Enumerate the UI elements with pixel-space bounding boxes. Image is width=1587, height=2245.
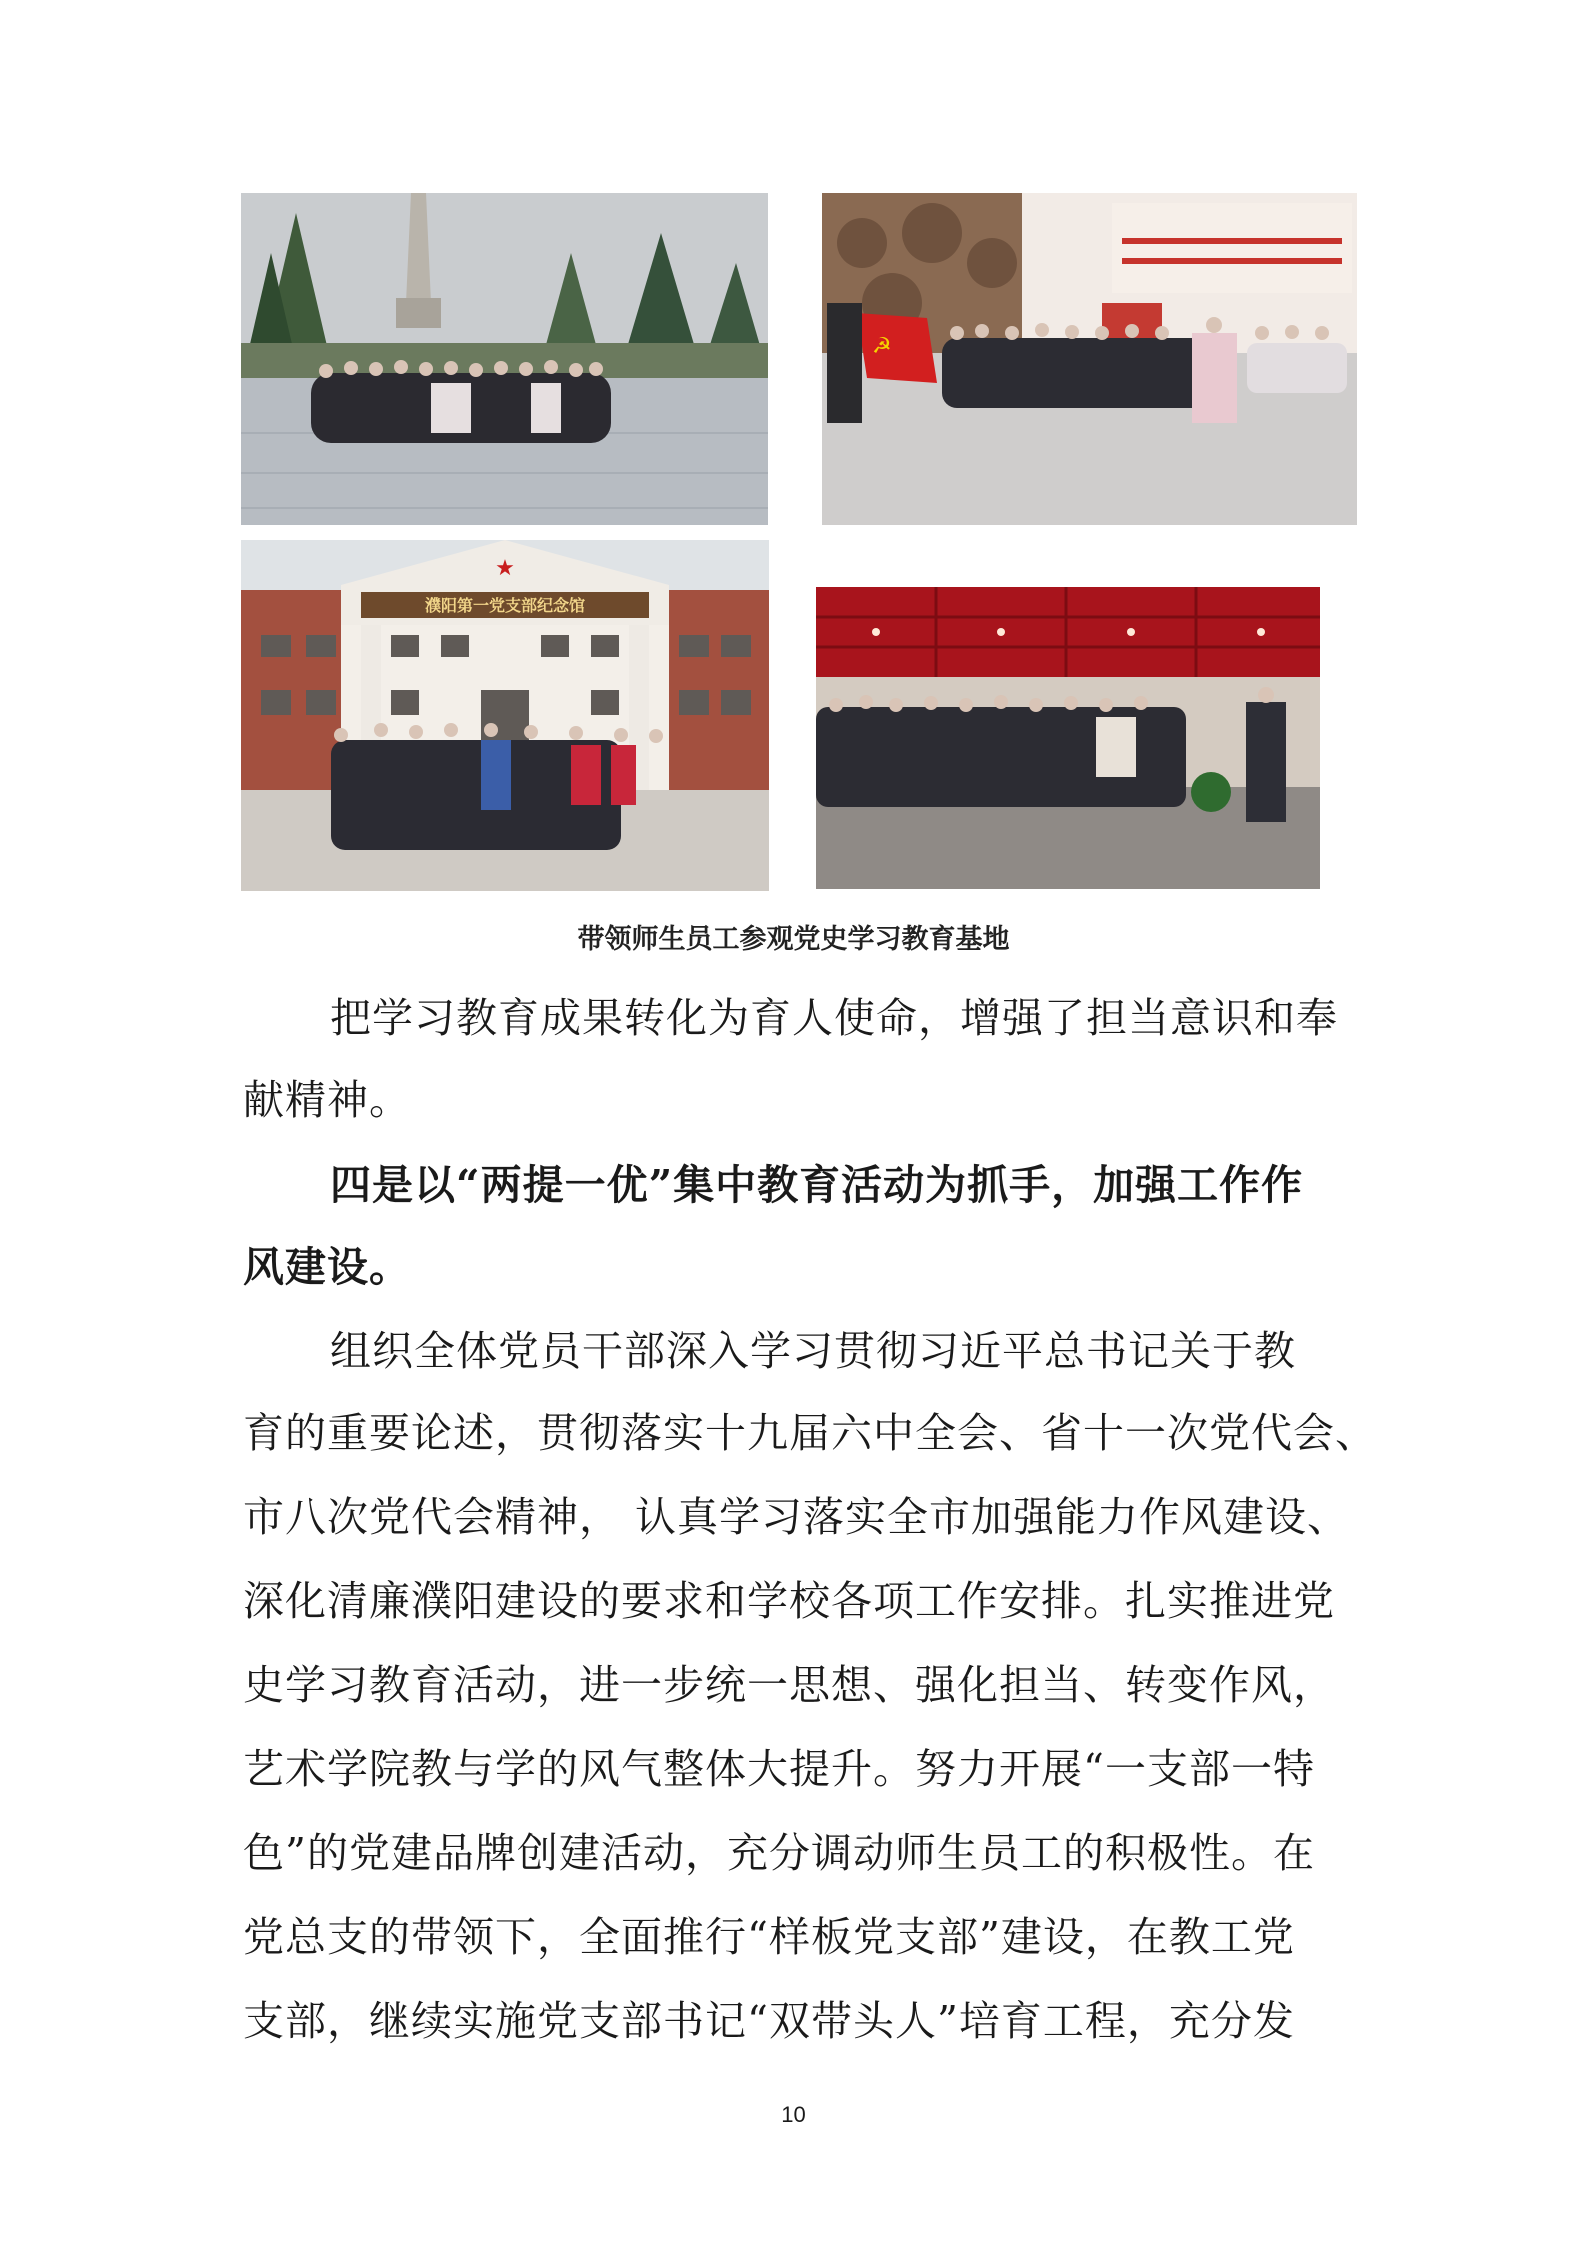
paragraph-line: 献精神。 — [243, 1076, 411, 1124]
paragraph-line: 育的重要论述，贯彻落实十九届六中全会、省十一次党代会、 — [243, 1409, 1377, 1457]
photo-memorial-building — [241, 540, 769, 891]
paragraph-line: 党总支的带领下，全面推行“样板党支部”建设，在教工党 — [243, 1913, 1295, 1961]
building-sign: 濮阳第一党支部纪念馆 — [424, 598, 586, 615]
paragraph-line: 支部，继续实施党支部书记“双带头人”培育工程，充分发 — [243, 1997, 1295, 2045]
photo-group-monument — [241, 193, 768, 525]
paragraph-line: 市八次党代会精神， 认真学习落实全市加强能力作风建设、 — [243, 1493, 1350, 1541]
photo-oath-ceremony-relief — [822, 193, 1357, 525]
paragraph-line: 色”的党建品牌创建活动，充分调动师生员工的积极性。在 — [243, 1829, 1315, 1877]
svg-text:★: ★ — [495, 556, 515, 581]
paragraph-line: 深化清廉濮阳建设的要求和学校各项工作安排。扎实推进党 — [243, 1577, 1335, 1625]
page-number: 10 — [781, 2102, 806, 2127]
paragraph-line: 组织全体党员干部深入学习贯彻习近平总书记关于教 — [330, 1327, 1296, 1375]
paragraph-line: 史学习教育活动，进一步统一思想、强化担当、转变作风， — [243, 1661, 1335, 1709]
svg-text:☭: ☭ — [872, 334, 892, 359]
paragraph-line: 把学习教育成果转化为育人使命，增强了担当意识和奉 — [330, 994, 1338, 1042]
photo-caption: 带领师生员工参观党史学习教育基地 — [577, 924, 1010, 955]
section-heading-line: 风建设。 — [243, 1243, 411, 1291]
paragraph-line: 艺术学院教与学的风气整体大提升。努力开展“一支部一特 — [243, 1745, 1315, 1793]
photo-oath-ceremony-red-hall — [816, 587, 1320, 889]
section-heading-line: 四是以“两提一优”集中教育活动为抓手，加强工作作 — [330, 1161, 1304, 1209]
